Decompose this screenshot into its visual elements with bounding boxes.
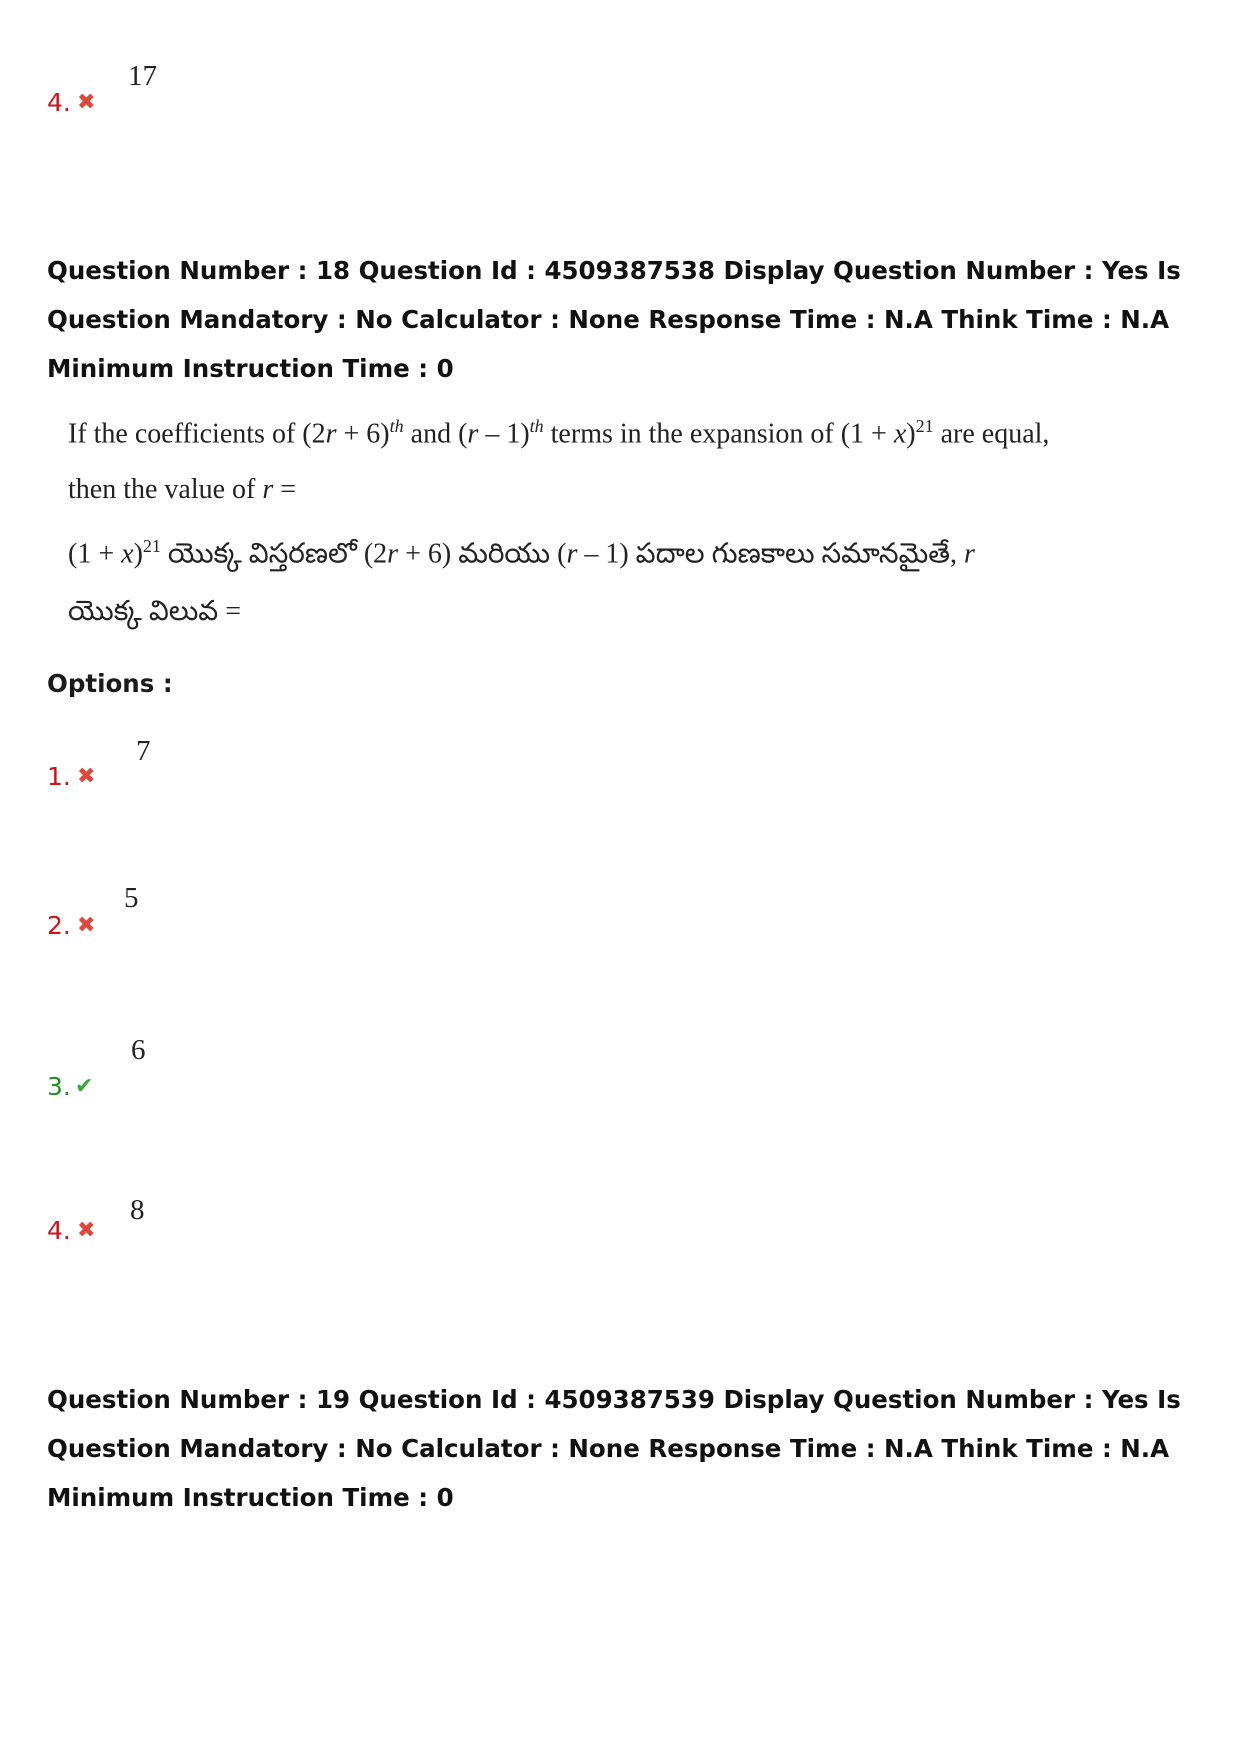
options-label: Options :	[47, 669, 173, 698]
check-icon: ✔	[75, 1074, 94, 1099]
option-value: 17	[128, 60, 157, 92]
option-value: 7	[136, 735, 151, 767]
question-19-meta: Question Number : 19 Question Id : 4509387539 Display Question Number : Yes Is Question Mandatory : No Calculator : None Response Time : N.A Think Time : N.A Minimum Instruction Time : 0	[47, 1385, 1181, 1512]
option-value: 6	[131, 1034, 146, 1066]
question-18-body	[68, 412, 1050, 632]
option-number: 1.	[47, 762, 71, 791]
option-value: 8	[130, 1194, 145, 1226]
question-english-line-2: then the value of r =	[68, 474, 297, 505]
option-value: 5	[124, 882, 139, 914]
option-number: 4.	[47, 88, 71, 117]
cross-icon: ✖	[77, 764, 96, 789]
cross-icon: ✖	[77, 913, 96, 938]
option-number: 2.	[47, 911, 71, 940]
question-telugu-line-2: యొక్క విలువ =	[68, 596, 241, 627]
cross-icon: ✖	[77, 90, 96, 115]
question-18-meta: Question Number : 18 Question Id : 4509387538 Display Question Number : Yes Is Question Mandatory : No Calculator : None Response Time : N.A Think Time : N.A Minimum Instruction Time : 0	[47, 256, 1181, 383]
option-number: 3.	[47, 1072, 71, 1101]
option-number: 4.	[47, 1216, 71, 1245]
cross-icon: ✖	[77, 1218, 96, 1243]
question-english-line-1: If the coefficients of $(2r + 6)^{th}$ and (r – 1)$^{th}$ terms in the expansion of $(1 + x)^{21}$ are equal,	[68, 416, 1050, 450]
question-telugu-line-1: $(1 + x)^{21}$ యొక్క విస్తరణలో (2r + 6) మరియు (r – 1) పదాల గుణకాలు సమానమైతే, r	[68, 536, 975, 570]
